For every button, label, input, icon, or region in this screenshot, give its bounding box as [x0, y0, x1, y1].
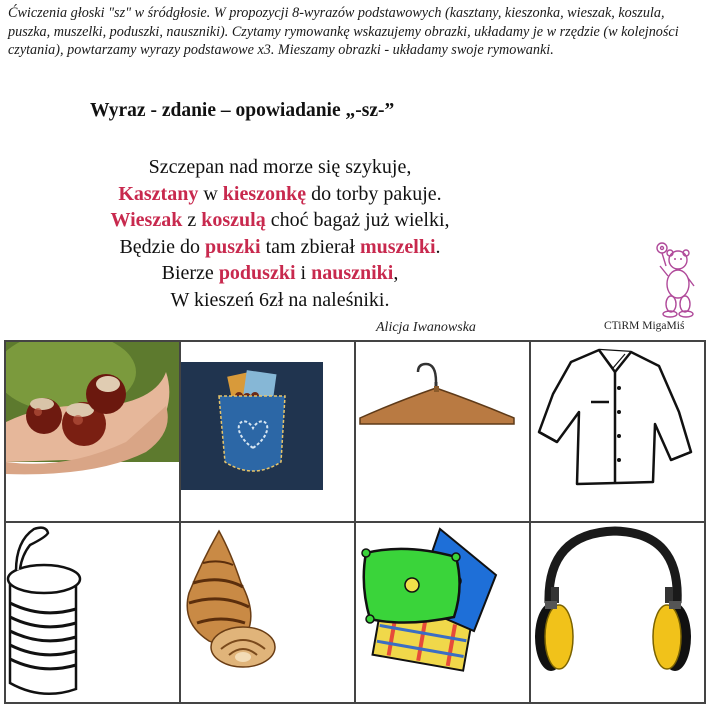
shirt-icon	[531, 342, 705, 522]
poem-text: do torby pakuje.	[306, 182, 442, 205]
poem-author: Alicja Iwanowska	[376, 320, 476, 335]
seashell-icon	[181, 523, 355, 703]
picture-cell-pocket[interactable]	[180, 341, 355, 522]
poem-text: tam zbierał	[260, 235, 360, 258]
poem-line-3	[50, 207, 510, 234]
poem-line-6	[50, 287, 510, 314]
poem-text: Bierze	[161, 262, 219, 285]
poem-text: Będzie do	[119, 235, 205, 258]
picture-cell-pillows[interactable]	[355, 522, 530, 703]
poem-text: W kieszeń 6zł na naleśniki.	[170, 288, 390, 311]
picture-grid	[4, 340, 706, 704]
picture-cell-hanger[interactable]	[355, 341, 530, 522]
tin-can-icon	[6, 523, 180, 703]
picture-cell-shirt[interactable]	[530, 341, 705, 522]
poem-text: i	[295, 262, 312, 285]
picture-cell-earmuffs[interactable]	[530, 522, 705, 703]
picture-cell-chestnuts[interactable]	[5, 341, 180, 522]
picture-cell-can[interactable]	[5, 522, 180, 703]
poem-keyword: muszelki	[359, 235, 436, 258]
chestnuts-in-hand-icon	[6, 342, 180, 522]
page-title: Wyraz - zdanie – opowiadanie „-sz-”	[90, 100, 395, 121]
intro-text: Ćwiczenia głoski "sz" w śródgłosie. W propozycji 8-wyrazów podstawowych (kasztany, kieszonka, wieszak, koszula, puszka, muszelki, poduszki, nauszniki). Czytamy rymowankę wskazujemy obrazki, układamy je w rzędzie (w kolejności czytania), powtarzamy wyrazy podstawowe x3. Mieszamy obrazki - układamy swoje rymowanki.	[8, 5, 679, 58]
bear-mascot-icon	[650, 236, 706, 318]
brand-label: CTiRM MigaMiś	[604, 320, 685, 332]
poem-keyword: koszulą	[201, 209, 266, 232]
earmuffs-icon	[531, 523, 705, 703]
poem	[50, 154, 510, 314]
poem-line-4	[50, 234, 510, 261]
pillows-icon	[356, 523, 530, 703]
poem-keyword: Kasztany	[118, 182, 199, 205]
poem-text: z	[182, 209, 202, 232]
poem-text: choć bagaż już wielki,	[265, 209, 450, 232]
clothes-hanger-icon	[356, 342, 530, 522]
poem-keyword: poduszki	[218, 262, 296, 285]
poem-line-5	[50, 260, 510, 287]
poem-text: .	[435, 235, 441, 258]
poem-text: ,	[393, 262, 399, 285]
poem-text: Szczepan nad morze się szykuje,	[148, 156, 412, 178]
poem-keyword: nauszniki	[311, 262, 394, 285]
poem-keyword: puszki	[204, 235, 261, 258]
poem-keyword: Wieszak	[110, 209, 183, 232]
poem-line-1	[50, 154, 510, 181]
picture-cell-shell[interactable]	[180, 522, 355, 703]
poem-keyword: kieszonkę	[222, 182, 307, 205]
poem-text: w	[198, 182, 223, 205]
poem-line-2	[50, 181, 510, 208]
jeans-pocket-icon	[181, 342, 355, 522]
